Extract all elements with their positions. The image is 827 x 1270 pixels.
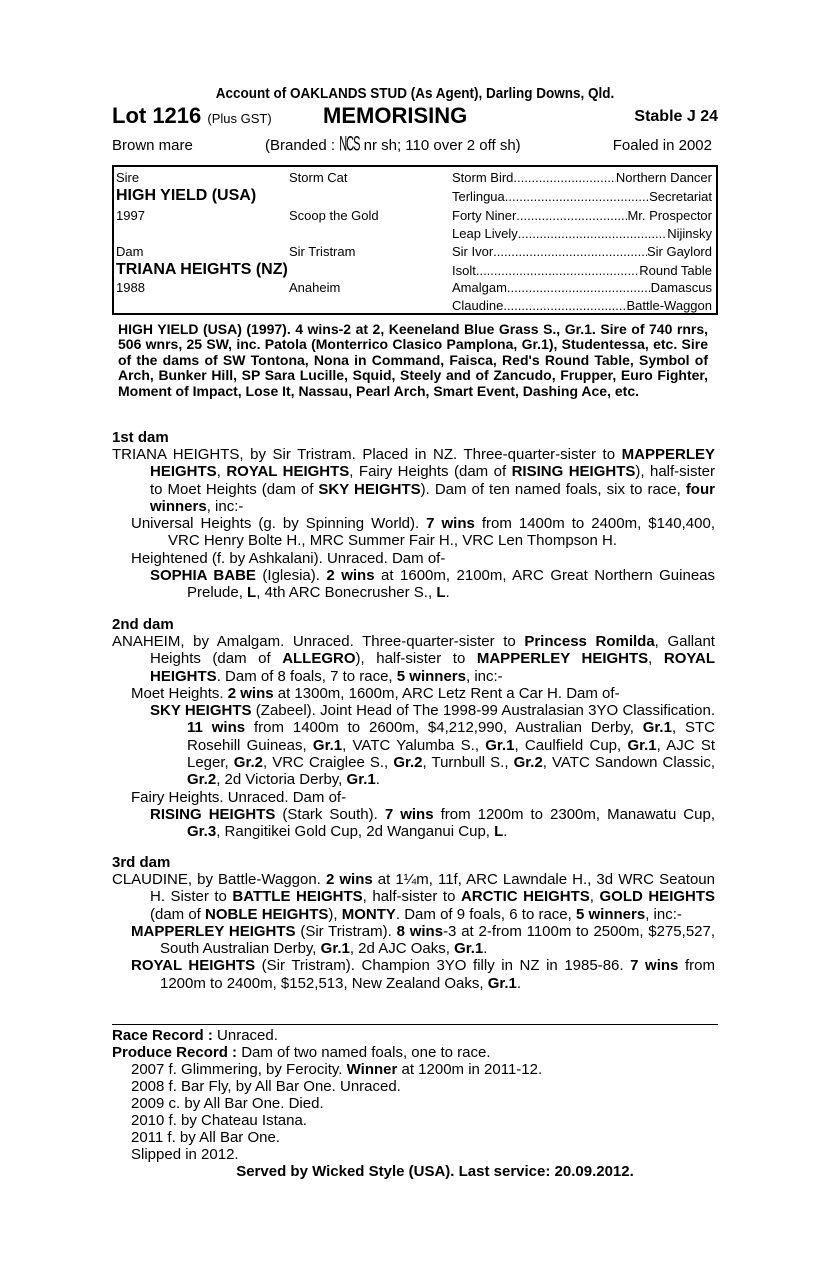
produce-list <box>112 1061 718 1163</box>
first-dam-section <box>112 429 715 602</box>
bold-text: BATTLE HEIGHTS <box>232 888 363 906</box>
produce-record-value: Dam of two named foals, one to race. <box>237 1044 491 1061</box>
text: , half-sister to <box>362 888 461 906</box>
text: -3 at 2-from 1100m to 2500m, $275,527, South Australian Derby, <box>160 922 716 958</box>
text: from 1400m to 2400m, $140,400, VRC Henry Bolte H., MRC Summer Fair H., VRC Len Thompson H. <box>168 515 715 550</box>
text: (Zabeel). Joint Head of The 1998-99 Australasian 3YO Classification. <box>251 702 715 720</box>
text: at 1200m in 2011-12. <box>397 1061 543 1078</box>
bold-text: SOPHIA BABE <box>150 567 256 585</box>
pedigree-ancestor-row <box>452 208 712 223</box>
pedigree-entry <box>112 633 715 685</box>
produce-item <box>112 1061 718 1078</box>
consignor-heading: Account of OAKLANDS STUD (As Agent), Darling Downs, Qld. <box>215 85 615 102</box>
text: 2011 f. by All Bar One. <box>131 1129 280 1146</box>
bold-text: four winners <box>150 480 715 515</box>
bold-text: MAPPERLEY HEIGHTS <box>150 446 715 481</box>
text: , inc:- <box>206 497 244 515</box>
text: , AJC St Leger, <box>187 736 715 772</box>
produce-item <box>112 1129 718 1146</box>
ancestor-name: Terlingua <box>452 189 505 204</box>
ancestor-sire: Northern Dancer <box>615 170 712 185</box>
race-record-value: Unraced. <box>212 1027 278 1044</box>
text: Fairy Heights. Unraced. Dam of- <box>131 788 347 806</box>
text: at 1600m, 2100m, ARC Great Northern Guineas Prelude, <box>187 567 716 602</box>
sire-summary: HIGH YIELD (USA) (1997). 4 wins-2 at 2, Keeneland Blue Grass S., Gr.1. Sire of 740 rnrs, 506 wnrs, 25 SW, inc. Patola (Monterrico Clasico Pamplona, Gr.1), Studentessa, etc. Sire of the dams of SW Tontona, Nona in Command, Faisca, Red's Round Table, Symbol of Arch, Bunker Hill, SP Sara Lucille, Squid, Steely and of Zancudo, Frupper, Euro Fighter, Moment of Impact, Lose It, Nassau, Pearl Arch, Smart Event, Dashing Ace, etc. <box>118 321 708 399</box>
sire-year: 1997 <box>116 208 145 223</box>
ancestor-name: Amalgam <box>452 280 507 295</box>
dam-dam: Anaheim <box>289 280 341 295</box>
text: . <box>516 974 522 992</box>
bold-text: ARCTIC HEIGHTS <box>460 888 590 906</box>
divider <box>112 1024 718 1025</box>
pedigree-ancestor-row <box>452 263 712 278</box>
bold-text: Gr.3 <box>187 823 217 841</box>
horse-description-row <box>112 133 712 157</box>
ancestor-name: Claudine <box>452 298 504 313</box>
text: (Sir Tristram). Champion 3YO filly in NZ in 1985-86. <box>255 957 631 975</box>
text: 2007 f. Glimmering, by Ferocity. <box>131 1061 347 1078</box>
leader-dots <box>507 280 651 295</box>
section-title: 2nd dam <box>112 616 174 633</box>
pedigree-entry <box>112 567 715 602</box>
lot-number <box>112 103 272 129</box>
sire-sire: Storm Cat <box>289 170 348 185</box>
text: at 1300m, 1600m, ARC Letz Rent a Car H. Dam of- <box>273 684 620 702</box>
bold-text: L <box>247 584 257 602</box>
brand-mark: NCS <box>339 133 360 157</box>
bold-text: MONTY <box>341 905 396 923</box>
ancestor-name: Storm Bird <box>452 170 514 185</box>
pedigree-entry <box>112 923 715 958</box>
text: ), <box>328 905 342 923</box>
sire-name: HIGH YIELD (USA) <box>116 187 257 204</box>
text: Heightened (f. by Ashkalani). Unraced. Dam of- <box>131 549 446 567</box>
bold-text: 2 wins <box>325 871 373 888</box>
dam-name: TRIANA HEIGHTS (NZ) <box>116 261 288 278</box>
bold-text: SKY HEIGHTS <box>150 702 252 720</box>
bold-text: ALLEGRO <box>282 650 356 668</box>
ancestor-name: Forty Niner <box>452 208 517 223</box>
text: , Gallant Heights (dam of <box>150 633 715 668</box>
leader-dots <box>476 263 639 278</box>
bold-text: MAPPERLEY HEIGHTS <box>131 922 296 940</box>
horse-name: MEMORISING <box>323 103 468 128</box>
bold-text: Gr.1 <box>454 940 484 958</box>
text: Moet Heights. <box>131 684 228 702</box>
lot-label: Lot 1216 <box>112 103 202 128</box>
leader-dots <box>503 298 626 313</box>
sire-label: Sire <box>116 170 140 185</box>
records-section <box>112 1027 718 1180</box>
bold-text: Gr.1 <box>642 719 672 737</box>
bold-text: NOBLE HEIGHTS <box>205 905 329 923</box>
pedigree-entry <box>112 685 715 702</box>
ancestor-sire: Secretariat <box>649 189 712 204</box>
race-record-label: Race Record : <box>112 1027 213 1044</box>
text: (dam of <box>150 905 206 923</box>
text: ), half-sister to Moet Heights (dam of <box>150 463 715 498</box>
bold-text: ROYAL HEIGHTS <box>150 650 715 685</box>
text: . Dam of 9 foals, 6 to race, <box>395 905 576 923</box>
bold-text: SKY HEIGHTS <box>318 480 421 498</box>
text: , VRC Craiglee S., <box>262 754 394 772</box>
text: . <box>445 584 450 602</box>
ancestor-sire: Battle-Waggon <box>626 298 712 313</box>
text: , <box>589 888 600 906</box>
text: Slipped in 2012. <box>131 1146 239 1163</box>
bold-text: Gr.1 <box>627 736 657 754</box>
text: . <box>375 771 380 789</box>
text: from 1200m to 2300m, Manawatu Cup, <box>433 805 715 823</box>
bold-text: Gr.2 <box>233 754 263 772</box>
text: ), half-sister to <box>355 650 477 668</box>
bold-text: Gr.2 <box>513 754 543 772</box>
bold-text: Gr.1 <box>320 940 350 958</box>
pedigree-entry <box>112 871 715 923</box>
ancestor-sire: Mr. Prospector <box>627 208 712 223</box>
bold-text: 2 wins <box>227 684 274 702</box>
dam-year: 1988 <box>116 280 145 295</box>
lot-note: (Plus GST) <box>207 111 272 126</box>
pedigree-entry <box>112 702 715 788</box>
text: Universal Heights (g. by Spinning World). <box>131 515 427 533</box>
bold-text: Gr.1 <box>487 974 517 992</box>
bold-text: L <box>494 823 504 841</box>
bold-text: L <box>436 584 446 602</box>
text: 2009 c. by All Bar One. Died. <box>131 1095 324 1112</box>
produce-item <box>112 1078 718 1095</box>
text: (Sir Tristram). <box>295 922 397 940</box>
foaled-year: Foaled in 2002 <box>612 137 712 154</box>
dam-sire: Sir Tristram <box>289 244 356 259</box>
text: . <box>503 823 508 841</box>
pedigree-entry <box>112 550 715 567</box>
ancestor-sire: Nijinsky <box>667 226 712 241</box>
bold-text: 5 winners <box>575 905 646 923</box>
served-note: Served by Wicked Style (USA). Last service: 20.09.2012. <box>236 1163 634 1180</box>
leader-dots <box>493 244 647 259</box>
text: ). Dam of ten named foals, six to race, <box>420 480 686 498</box>
produce-record <box>112 1044 718 1061</box>
text: , <box>648 650 664 668</box>
horse-colour-sex: Brown mare <box>112 137 193 154</box>
race-record <box>112 1027 718 1044</box>
lot-header <box>112 103 718 129</box>
text: , inc:- <box>465 667 503 685</box>
sire-dam: Scoop the Gold <box>289 208 379 223</box>
pedigree-ancestor-row <box>452 298 712 313</box>
bold-text: MAPPERLEY HEIGHTS <box>476 650 649 668</box>
bold-text: Gr.2 <box>187 771 217 789</box>
text: , inc:- <box>645 905 682 923</box>
produce-item <box>112 1146 718 1163</box>
pedigree-entry <box>112 446 715 515</box>
text: , Fairy Heights (dam of <box>349 463 512 481</box>
text: (Stark South). <box>275 805 385 823</box>
text: , 2d Victoria Derby, <box>216 771 347 789</box>
bold-text: RISING HEIGHTS <box>150 805 276 823</box>
bold-text: 8 wins <box>396 922 444 940</box>
bold-text: 2 wins <box>326 567 375 585</box>
text: CLAUDINE, by Battle-Waggon. <box>112 871 326 888</box>
text: from 1200m to 2400m, $152,513, New Zealand Oaks, <box>160 957 715 992</box>
produce-item <box>112 1095 718 1112</box>
text: , 4th ARC Bonecrusher S., <box>256 584 437 602</box>
dam-label: Dam <box>116 244 144 259</box>
bold-text: Gr.1 <box>312 736 343 754</box>
bold-text: RISING HEIGHTS <box>511 463 636 481</box>
bold-text: 11 wins <box>187 719 246 737</box>
ancestor-sire: Sir Gaylord <box>646 244 712 259</box>
text: 2010 f. by Chateau Istana. <box>131 1112 307 1129</box>
bold-text: Princess Romilda <box>524 633 655 650</box>
bold-text: 7 wins <box>630 957 679 975</box>
pedigree-ancestor-row <box>452 280 712 295</box>
bold-text: Gr.1 <box>485 736 515 754</box>
pedigree-entry <box>112 957 715 992</box>
produce-record-label: Produce Record : <box>112 1044 238 1061</box>
leader-dots <box>505 189 649 204</box>
text: , 2d AJC Oaks, <box>349 940 455 958</box>
text: from 1400m to 2600m, $4,212,990, Australian Derby, <box>245 719 643 737</box>
text: TRIANA HEIGHTS, by Sir Tristram. Placed in NZ. Three-quarter-sister to <box>112 446 622 463</box>
pedigree-entry <box>112 515 715 550</box>
second-dam-section <box>112 616 715 841</box>
leader-dots <box>518 226 667 241</box>
pedigree-ancestor-row <box>452 244 712 259</box>
produce-item <box>112 1112 718 1129</box>
text: . <box>483 940 488 958</box>
text: , Rangitikei Gold Cup, 2d Wanganui Cup, <box>216 823 495 841</box>
text: 2008 f. Bar Fly, by All Bar One. Unraced. <box>131 1078 401 1095</box>
text: , VATC Yalumba S., <box>342 736 486 754</box>
third-dam-section <box>112 854 715 992</box>
brand-info <box>265 133 521 157</box>
text: . Dam of 8 foals, 7 to race, <box>216 667 397 685</box>
section-title: 1st dam <box>112 429 169 446</box>
section-title: 3rd dam <box>112 854 171 871</box>
bold-text: Gr.2 <box>393 754 423 772</box>
bold-text: 5 winners <box>396 667 466 685</box>
ancestor-sire: Damascus <box>650 280 712 295</box>
bold-text: Gr.1 <box>346 771 376 789</box>
pedigree-ancestor-row <box>452 170 712 185</box>
bold-text: 7 wins <box>426 515 475 533</box>
ancestor-name: Leap Lively <box>452 226 518 241</box>
bold-text: Winner <box>346 1061 398 1078</box>
bold-text: GOLD HEIGHTS <box>599 888 716 906</box>
ancestor-name: Sir Ivor <box>452 244 494 259</box>
stable-location: Stable J 24 <box>634 108 718 125</box>
pedigree-ancestor-row <box>452 226 712 241</box>
leader-dots <box>516 208 627 223</box>
text: ANAHEIM, by Amalgam. Unraced. Three-quarter-sister to <box>112 633 525 650</box>
text: , Turnbull S., <box>422 754 514 772</box>
text: , STC Rosehill Guineas, <box>187 719 715 754</box>
leader-dots <box>513 170 615 185</box>
ancestor-name: Isolt <box>452 263 476 278</box>
bold-text: 7 wins <box>384 805 434 823</box>
brand-suffix: nr sh; 110 over 2 off sh) <box>359 137 521 154</box>
bold-text: ROYAL HEIGHTS <box>226 463 350 481</box>
pedigree-entry <box>112 806 715 841</box>
text: , Caulfield Cup, <box>514 736 628 754</box>
text: at 1¼m, 11f, ARC Lawndale H., 3d WRC Seatoun H. Sister to <box>150 871 715 906</box>
bold-text: ROYAL HEIGHTS <box>131 957 256 975</box>
text: , VATC Sandown Classic, <box>542 754 716 772</box>
text: (Iglesia). <box>255 567 327 585</box>
pedigree-ancestor-row <box>452 189 712 204</box>
pedigree-table <box>112 165 718 315</box>
ancestor-sire: Round Table <box>639 263 712 278</box>
pedigree-entry <box>112 789 715 806</box>
brand-prefix: (Branded : <box>265 137 340 154</box>
text: , <box>216 463 227 481</box>
